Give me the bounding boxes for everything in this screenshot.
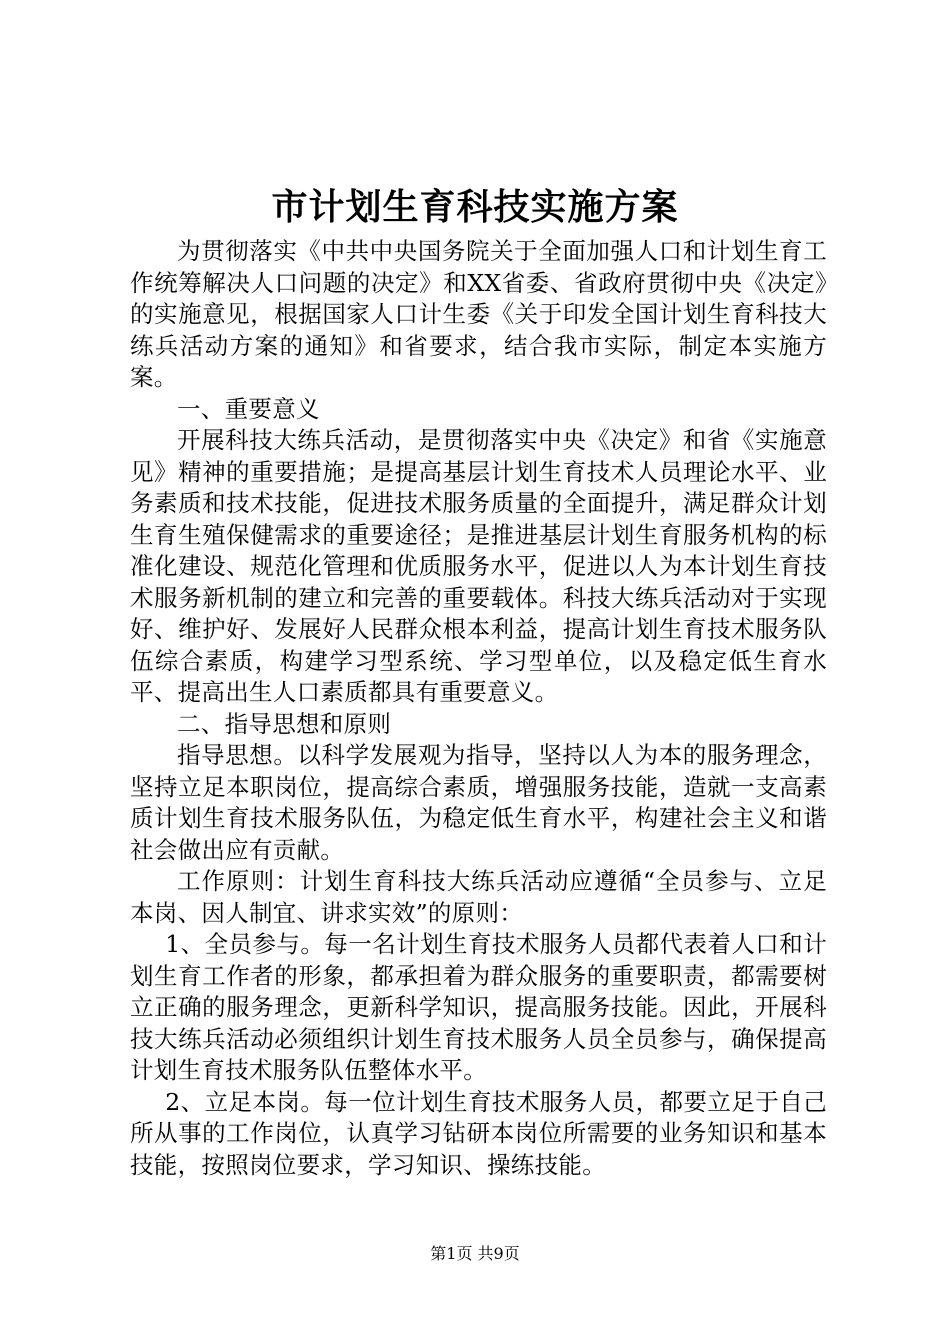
principle-1-paragraph: 1、全员参与。每一名计划生育技术服务人员都代表着人口和计划生育工作者的形象，都承担着为群众服务的重要职责，都需要树立正确的服务理念，更新科学知识，提高服务技能。因此，开展科技大练兵活动必须组织计划生育技术服务人员全员参与，确保提高计划生育技术服务队伍整体水平。 — [130, 930, 827, 1084]
intro-paragraph: 为贯彻落实《中共中央国务院关于全面加强人口和计划生育工作统筹解决人口问题的决定》和XX省委、省政府贯彻中央《决定》的实施意见，根据国家人口计生委《关于印发全国计划生育科技大练兵活动方案的通知》和省要求，结合我市实际，制定本实施方案。 — [130, 237, 827, 391]
section-heading-significance: 一、重要意义 — [177, 394, 320, 423]
page-footer: 第1页 共9页 — [430, 1244, 520, 1263]
principle-2-paragraph: 2、立足本岗。每一位计划生育技术服务人员，都要立足于自己所从事的工作岗位，认真学习钻研本岗位所需要的业务知识和基本技能，按照岗位要求，学习知识、操练技能。 — [130, 1087, 827, 1179]
guiding-ideology-paragraph: 指导思想。以科学发展观为指导，坚持以人为本的服务理念，坚持立足本职岗位，提高综合素质，增强服务技能，造就一支高素质计划生育技术服务队伍，为稳定低生育水平，构建社会主义和谐社会做出应有贡献。 — [130, 741, 827, 864]
work-principles-paragraph: 工作原则：计划生育科技大练兵活动应遵循“全员参与、立足本岗、因人制宜、讲求实效”的原则： — [130, 867, 827, 927]
document-body — [130, 236, 827, 1181]
document-title: 市计划生育科技实施方案 — [271, 186, 679, 228]
significance-paragraph: 开展科技大练兵活动，是贯彻落实中央《决定》和省《实施意见》精神的重要措施；是提高基层计划生育技术人员理论水平、业务素质和技术技能，促进技术服务质量的全面提升，满足群众计划生育生殖保健需求的重要途径；是推进基层计划生育服务机构的标准化建设、规范化管理和优质服务水平，促进以人为本计划生育技术服务新机制的建立和完善的重要载体。科技大练兵活动对于实现好、维护好、发展好人民群众根本利益，提高计划生育技术服务队伍综合素质，构建学习型系统、学习型单位，以及稳定低生育水平、提高出生人口素质都具有重要意义。 — [130, 426, 827, 706]
section-heading-guidance: 二、指导思想和原则 — [177, 709, 392, 738]
